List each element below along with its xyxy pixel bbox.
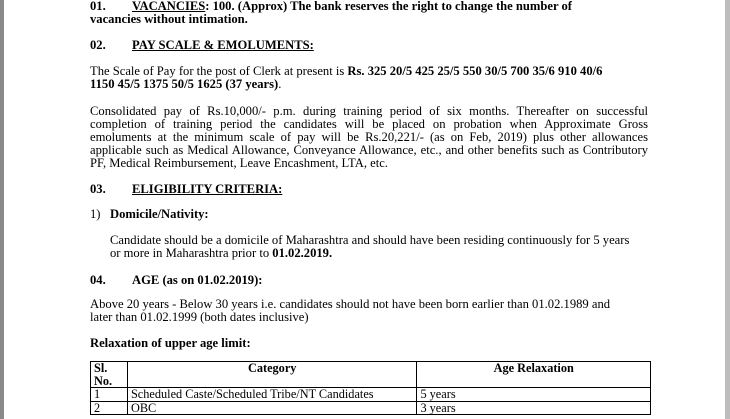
vacancies-title: VACANCIES (132, 0, 206, 13)
domicile-number: 1) (90, 207, 101, 221)
domicile-date: 01.02.2019. (272, 246, 333, 260)
domicile-text: or more in Maharashtra prior to (110, 246, 273, 260)
vacancies-line-2: vacancies without intimation. (90, 12, 248, 26)
table-header-row (91, 362, 651, 388)
row-age: 5 years (417, 388, 651, 402)
domicile-line-1: Candidate should be a domicile of Maharashtra and should have been residing continuously for 5 years (110, 233, 630, 247)
table-row (91, 401, 651, 415)
domicile-line-2 (110, 247, 332, 260)
header-age-relaxation: Age Relaxation (417, 362, 651, 388)
row-age: 3 years (417, 401, 651, 415)
relaxation-title: Relaxation of upper age limit: (90, 336, 251, 350)
row-category: OBC (127, 401, 416, 415)
eligibility-number: 03. (90, 182, 106, 196)
pay-scale-end: . (278, 77, 282, 91)
pay-scale-values-2: 1150 45/5 1375 50/5 1625 (37 years) (90, 77, 279, 91)
age-number: 04. (90, 273, 106, 287)
header-sl-line-2: No. (94, 373, 113, 388)
pay-scale-values-1: Rs. 325 20/5 425 25/5 550 30/5 700 35/6 910 40/6 (347, 64, 603, 78)
header-category: Category (127, 362, 416, 388)
vacancies-text: : 100. (Approx) The bank reserves the right to change the number of (205, 0, 572, 13)
pay-scale-title: PAY SCALE & EMOLUMENTS: (132, 38, 314, 52)
vacancies-number: 01. (90, 0, 106, 13)
consolidated-pay-paragraph: Consolidated pay of Rs.10,000/- p.m. during training period of six months. Thereafter on successful completion of training period the candidates will be placed on probation when Approximate Gross emoluments at the minimum scale of pay will be Rs.20,221/- (as on Feb, 2019) plus other allowances applicable such as Medical Allowance, Conveyance Allowance, etc., and other benefits such as Contributory PF, Medical Reimbursement, Leave Encashment, LTA, etc. (90, 104, 648, 170)
age-line-1: Above 20 years - Below 30 years i.e. candidates should not have been born earlier than 01.02.1989 and (90, 297, 611, 311)
eligibility-title: ELIGIBILITY CRITERIA: (132, 182, 283, 196)
row-sl: 1 (91, 388, 128, 402)
pay-scale-intro: The Scale of Pay for the post of Clerk at present is (90, 64, 348, 78)
age-relaxation-table (90, 361, 651, 415)
pay-scale-number: 02. (90, 38, 106, 52)
table-row (91, 388, 651, 402)
header-sl-no (91, 362, 128, 388)
age-line-2: later than 01.02.1999 (both dates inclusive) (90, 310, 309, 324)
pay-scale-line-2 (90, 78, 281, 91)
row-category: Scheduled Caste/Scheduled Tribe/NT Candidates (127, 388, 416, 402)
domicile-title: Domicile/Nativity: (110, 207, 209, 221)
header-sl-line-1: Sl. (94, 361, 108, 375)
age-title: AGE (as on 01.02.2019): (132, 273, 263, 287)
row-sl: 2 (91, 401, 128, 415)
